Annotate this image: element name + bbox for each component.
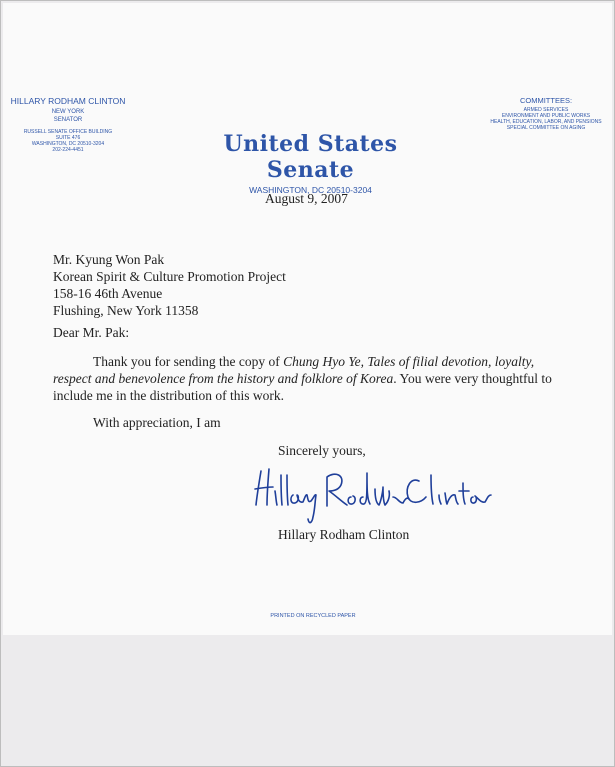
body-text: include me in the distribution of this work. — [53, 388, 284, 403]
letter-page — [3, 3, 612, 635]
recycled-paper-note: PRINTED ON RECYCLED PAPER — [270, 613, 356, 619]
senate-city: WASHINGTON, DC 20510-3204 — [249, 185, 372, 195]
salutation: Dear Mr. Pak: — [53, 325, 130, 340]
senator-name: HILLARY RODHAM CLINTON — [10, 96, 126, 106]
committee-item: SPECIAL COMMITTEE ON AGING — [506, 125, 586, 131]
closing-line: With appreciation, I am — [93, 415, 221, 430]
senator-state: NEW YORK — [51, 109, 85, 115]
address-line: Mr. Kyung Won Pak — [53, 252, 165, 267]
address-line: 158-16 46th Avenue — [53, 286, 163, 301]
recipient-address — [53, 251, 286, 319]
office-phone: 202-224-4451 — [52, 147, 84, 153]
committees-info — [478, 96, 614, 131]
body-text: . You were very thoughtful to — [393, 371, 552, 386]
book-title: Chung Hyo Ye, Tales of filial devotion, loyalty, — [283, 354, 535, 369]
signature-image — [243, 461, 493, 526]
office-suite: SUITE 476 — [55, 135, 81, 141]
office-building: RUSSELL SENATE OFFICE BUILDING — [23, 129, 113, 135]
senate-title: United States Senate — [223, 131, 398, 183]
masthead — [198, 131, 423, 195]
address-line: Korean Spirit & Culture Promotion Project — [53, 269, 286, 284]
address-line: Flushing, New York 11358 — [53, 303, 199, 318]
committee-item: ARMED SERVICES — [523, 107, 569, 113]
sign-off: Sincerely yours, — [278, 443, 366, 458]
letter-date: August 9, 2007 — [265, 191, 348, 206]
office-city: WASHINGTON, DC 20510-3204 — [31, 141, 105, 147]
senator-title: SENATOR — [53, 117, 83, 123]
book-title-cont: respect and benevolence from the history and folklore of Korea — [53, 371, 394, 386]
letter-body — [53, 353, 552, 404]
body-text: Thank you for sending the copy of — [93, 354, 284, 369]
signer-name: Hillary Rodham Clinton — [278, 527, 410, 542]
senator-info — [3, 96, 133, 153]
committees-heading: COMMITTEES: — [519, 96, 573, 105]
committee-item: HEALTH, EDUCATION, LABOR, AND PENSIONS — [490, 119, 602, 125]
committee-item: ENVIRONMENT AND PUBLIC WORKS — [501, 113, 591, 119]
